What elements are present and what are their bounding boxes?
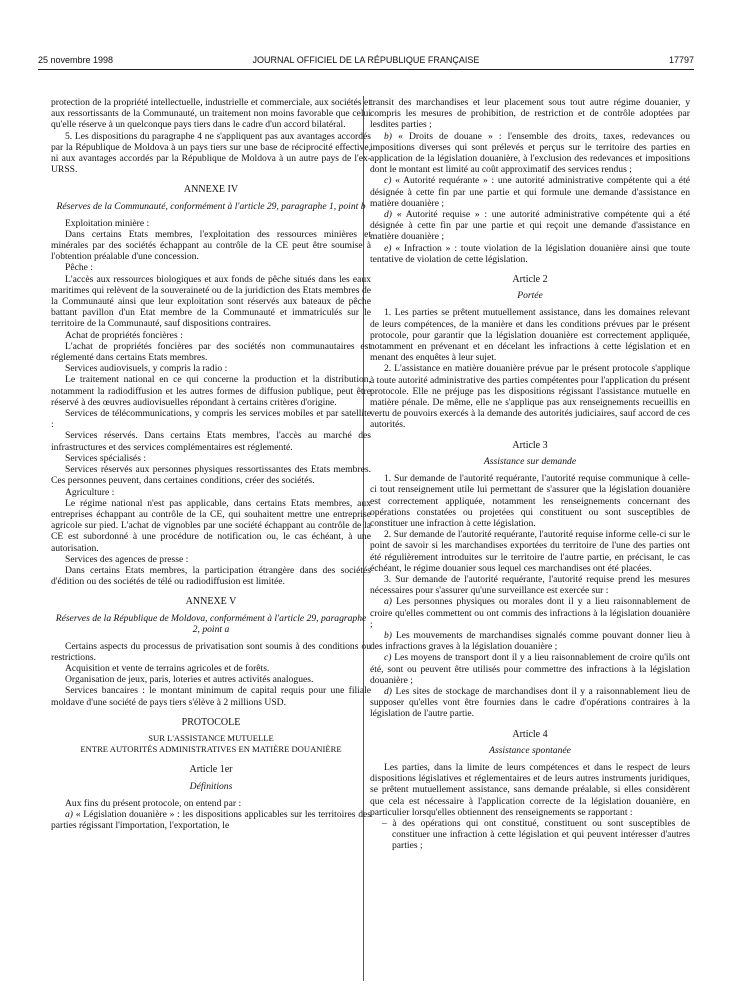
paragraph: Services réservés. Dans certains Etats membres, l'accès au marché des infrastructures et des services complémentaires est réglementé. [51,430,371,453]
paragraph: 3. Sur demande de l'autorité requérante, l'autorité requise prend les mesures nécessaires pour s'assurer qu'une surveillance est exercée sur : [370,573,690,597]
paragraph: Services réservés aux personnes physiques ressortissantes des Etats membres. Ces personnes peuvent, dans certaines conditions, créer des sociétés. [51,464,371,487]
right-column [370,97,690,852]
article-4-title: Article 4 [512,728,548,740]
paragraph: Le régime national n'est pas applicable, dans certains Etats membres, aux entreprises échappant au contrôle de la CE, qui souhaitent mettre une entreprise agricole sur pied. L'achat de vignobles par une société échappant au contrôle de la CE est subordonné à une procédure de notification ou, le cas échéant, à une autorisation. [51,497,371,554]
paragraph: Pêche : [65,262,93,274]
item-text: Les personnes physiques ou morales dont il y a lieu raisonnablement de croire qu'elles commettent ou ont commis des infractions à la législation douanière ; [370,596,690,630]
paragraph: Acquisition et vente de terrains agricoles et de forêts. [65,662,270,674]
paragraph: Certains aspects du processus de privatisation sont soumis à des conditions ou restrictions. [51,640,371,663]
item-text: « Autorité requise » : une autorité administrative compétente qui a été désignée à cette fin par une partie et qui reçoit une demande d'assistance en matière douanière ; [370,209,690,243]
paragraph: L'achat de propriétés foncières par des sociétés non communautaires est réglementé dans certains Etats membres. [51,340,371,364]
header-date: 25 novembre 1998 [38,55,114,65]
item-label: a) [384,596,392,608]
item-text: « Droits de douane » : l'ensemble des droits, taxes, redevances ou impositions diverses qui sont prélevés et perçus sur le territoire des parties en application de la législation douanière, à l'exclusion des redevances et impositions dont le montant est limité au coût approximatif des services rendus ; [370,130,690,176]
header-page-number: 17797 [668,55,694,65]
paragraph: 2. L'assistance en matière douanière prévue par le présent protocole s'applique à toute autorité administrative des parties compétentes pour l'application du présent protocole. Elle ne préjuge pas les dispositions régissant l'assistance mutuelle en matière pénale. De même, elle ne s'applique pas aux renseignements recueillis en vertu de pouvoirs exercés à la demande des autorités judiciaires, sauf accord de ces autorités. [370,363,690,431]
paragraph: L'accès aux ressources biologiques et aux fonds de pêche situés dans les eaux maritimes qui relèvent de la souveraineté ou de la juridiction des Etats membres de la Communauté ainsi que leur exploitation sont réservés aux bateaux de pêche battant pavillon d'un Etat membre de la Communauté et immatriculés sur le territoire de la Communauté, sauf dispositions contraires. [51,273,371,330]
item-label: d) [384,685,392,697]
list-item [370,686,690,720]
item-label: a) [65,808,73,820]
header-journal-title: JOURNAL OFFICIEL DE LA RÉPUBLIQUE FRANÇAISE [252,55,480,65]
item-text: Les mouvements de marchandises signalés comme pouvant donner lieu à des infractions graves à la législation douanière ; [370,629,690,653]
header-rule [38,69,694,70]
protocol-subtitle-1: SUR L'ASSISTANCE MUTUELLE [148,732,274,743]
list-item [370,596,690,630]
definition-item [370,131,690,176]
page-header [38,55,694,69]
item-label: c) [384,652,392,664]
item-text: « Autorité requérante » : une autorité administrative compétente qui a été désignée à cette fin par une partie et qui formule une demande d'assistance en matière douanière ; [370,175,690,209]
protocol-subtitle-2: ENTRE AUTORITÉS ADMINISTRATIVES EN MATIÈRE DOUANIÈRE [80,744,342,755]
annex-iv-title: ANNEXE IV [183,184,239,196]
paragraph: Aux fins du présent protocole, on entend par : [65,797,242,809]
annex-v-title: ANNEXE V [185,596,237,608]
paragraph: 5. Les dispositions du paragraphe 4 ne s'appliquent pas aux avantages accordés par la République de Moldova à un pays tiers sur une base de réciprocité effective, ni aux avantages accordés par la République de Moldova à un autre pays de l'ex-URSS. [51,130,371,176]
paragraph: Dans certains Etats membres, la participation étrangère dans des sociétés d'édition ou des sociétés de télé ou radiodiffusion est limitée. [51,564,371,588]
dash-item: – à des opérations qui ont constitué, constituent ou sont susceptibles de constituer une infraction à cette législation et qui peuvent intéresser d'autres parties ; [382,817,690,852]
article-2-subtitle: Portée [517,290,543,302]
article-1-subtitle: Définitions [189,780,233,792]
paragraph: 1. Les parties se prêtent mutuellement assistance, dans les domaines relevant de leurs compétences, de la manière et dans les conditions prévues par le présent protocole, pour garantir que la législation douanière est correctement appliquée, notamment en prévenant et en décelant les infractions à cette législation et en menant des enquêtes à leur sujet. [370,307,690,364]
definition-item [370,175,690,209]
paragraph: 2. Sur demande de l'autorité requérante, l'autorité requise informe celle-ci sur le point de savoir si les marchandises exportées du territoire de l'une des parties ont été régulièrement introduites sur le territoire de l'autre partie, en précisant, le cas échéant, le régime douanier sous lequel ces marchandises ont été placées. [370,529,690,574]
paragraph: 1. Sur demande de l'autorité requérante, l'autorité requise communique à celle-ci tout renseignement utile lui permettant de s'assurer que la législation douanière est correctement appliquée, notamment les renseignements concernant des opérations constatées ou projetées qui constituent ou sont susceptibles de constituer une infraction à cette législation. [370,473,690,529]
definition-item [370,209,690,243]
paragraph: Services spécialisés : [65,452,146,464]
item-label: b) [384,130,392,142]
paragraph: Exploitation minière : [65,217,150,229]
paragraph: Dans certains Etats membres, l'exploitation des ressources minières et minérales par des sociétés échappant au contrôle de la CE peut être soumise à l'obtention préalable d'une concession. [51,228,371,263]
paragraph: Les parties, dans la limite de leurs compétences et dans le respect de leurs dispositions législatives et réglementaires et de leurs autres instruments juridiques, se prêtent mutuellement assistance, sans demande préalable, si elles considèrent que cela est nécessaire à l'application correcte de la législation douanière, en particulier lorsqu'elles obtiennent des renseignements se rapportant : [370,761,690,818]
list-item [370,652,690,686]
article-1-title: Article 1er [189,764,233,776]
definition-item [51,809,371,831]
item-label: e) [384,242,392,254]
article-3-title: Article 3 [512,439,548,451]
paragraph: Achat de propriétés foncières : [65,329,183,341]
item-text: Les sites de stockage de marchandises dont il y a raisonnablement lieu de supposer qu'elles vont être fournies dans le cadre d'opérations contraires à la législation de l'autre partie. [370,685,690,720]
item-text: « Infraction » : toute violation de la législation douanière ainsi que toute tentative de violation de cette législation. [370,242,691,265]
paragraph: Services bancaires : le montant minimum de capital requis pour une filiale moldave d'une société de pays tiers s'élève à 2 millions USD. [51,685,371,708]
list-item [370,630,690,652]
item-label: d) [384,209,392,221]
article-3-subtitle: Assistance sur demande [483,455,577,467]
annex-v-subtitle: Réserves de la République de Moldova, conformément à l'article 29, paragraphe 2, point a [55,612,367,635]
item-label: c) [384,175,392,187]
definition-item [370,243,690,265]
paragraph: Services des agences de presse : [65,553,189,565]
paragraph: Organisation de jeux, paris, loteries et autres activités analogues. [65,674,314,686]
left-column [51,97,371,831]
paragraph: Le traitement national en ce qui concerne la production et la distribution, notamment la radiodiffusion et les autres formes de diffusion publique, peut être réservé à des œuvres audiovisuelles répondant à certains critères d'origine. [51,374,371,408]
paragraph: Services de télécommunications, y compris les services mobiles et par satellite : [51,408,371,431]
article-4-subtitle: Assistance spontanée [489,744,571,756]
paragraph: Agriculture : [65,486,115,498]
item-text: « Législation douanière » : les dispositions applicables sur les territoires des parties régissant l'importation, l'exportation, le [51,808,371,832]
article-2-title: Article 2 [512,274,548,286]
protocol-title: PROTOCOLE [181,716,241,728]
paragraph: protection de la propriété intellectuelle, industrielle et commerciale, aux sociétés et aux ressortissants de la Communauté, un traitement non moins favorable que celui qu'elle réserve à un quelconque pays tiers dans le cadre d'un accord bilatéral. [51,97,371,131]
paragraph: Services audiovisuels, y compris la radio : [65,363,228,375]
item-label: b) [384,629,392,641]
annex-iv-subtitle: Réserves de la Communauté, conformément à l'article 29, paragraphe 1, point b [56,200,366,212]
item-text: Les moyens de transport dont il y a lieu raisonnablement de croire qu'ils ont été, sont ou peuvent être utilisés pour commettre des infractions à la législation douanière ; [370,652,690,686]
paragraph: transit des marchandises et leur placement sous tout autre régime douanier, y compris les mesures de prohibition, de restriction et de contrôle adoptées par lesdites parties ; [370,97,690,131]
